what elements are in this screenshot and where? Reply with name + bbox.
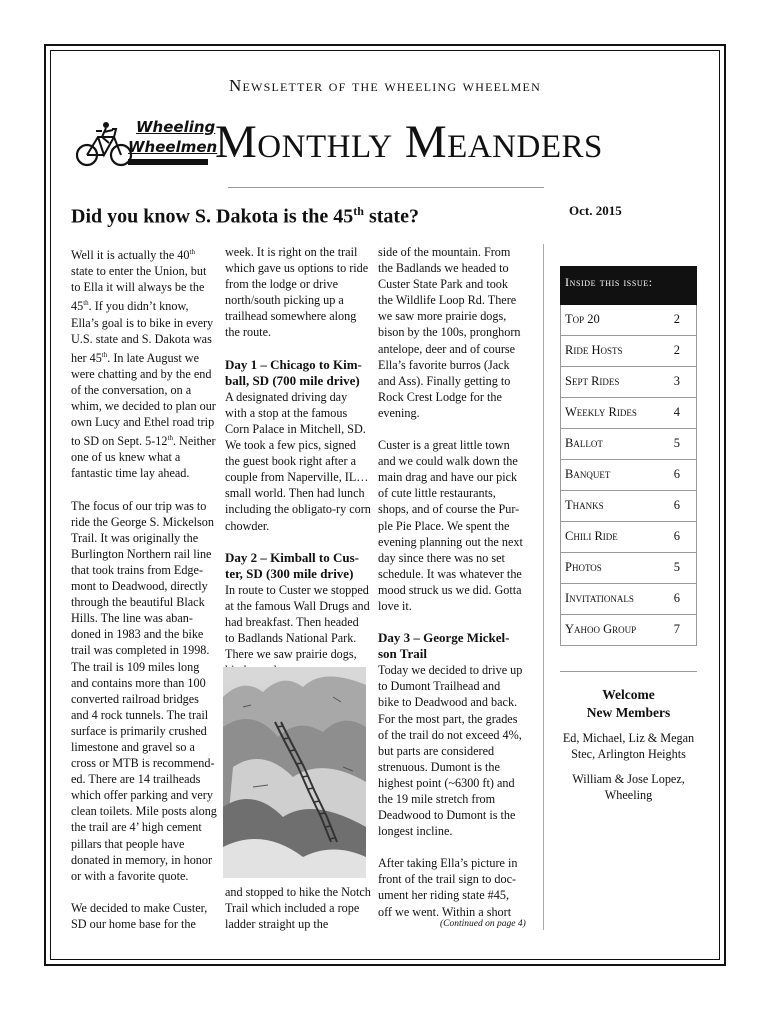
toc-item[interactable]: Invitationals 6	[560, 584, 697, 615]
toc-item[interactable]: Top 20 2	[560, 305, 697, 336]
article-column-1	[71, 244, 217, 948]
newsletter-subtitle: Newsletter of the wheeling wheelmen	[229, 76, 541, 95]
toc-item[interactable]: Chili Ride 6	[560, 522, 697, 553]
toc-item[interactable]: Thanks 6	[560, 491, 697, 522]
toc-item[interactable]: Sept Rides 3	[560, 367, 697, 398]
toc-heading: Inside this issue:	[560, 266, 697, 305]
section-heading-day2: Day 2 – Kimball to Cus-ter, SD (300 mile drive)	[225, 549, 359, 581]
member-entry: William & Jose Lopez, Wheeling	[572, 772, 685, 802]
masthead-title: Monthly Meanders	[215, 116, 603, 168]
member-entry: Ed, Michael, Liz & Megan Stec, Arlington Heights	[562, 731, 695, 761]
article-paragraph: After taking Ella’s picture in front of the trail sign to doc-ument her riding state #45, off we went. Within a short	[378, 856, 518, 919]
article-column-2	[225, 244, 371, 694]
article-paragraph: Today we decided to drive up to Dumont Trailhead and bike to Deadwood and back. For the most part, the grades of the trail do not exceed 4%, but parts are considered strenuous. Dumont is the highest point (~6300 ft) and the 19 mile stretch from Deadwood to Dumont is the longest incline.	[378, 663, 523, 839]
article-paragraph: week. It is right on the trail which gave us options to ride from the lodge or drive north/south picking up a trailhead somewhere along the route.	[225, 245, 369, 340]
notch-trail-photo	[223, 667, 366, 878]
article-headline: Did you know S. Dakota is the 45th state?	[71, 204, 419, 228]
article-paragraph: In route to Custer we stopped at the famous Wall Drugs and had breakfast. Then headed to Badlands National Park. There we saw prairie dogs,	[225, 582, 370, 662]
welcome-heading: Welcome New Members	[586, 687, 671, 720]
toc-item[interactable]: Photos 5	[560, 553, 697, 584]
logo-text-wheelmen: Wheelmen	[128, 138, 218, 156]
article-paragraph: and stopped to hike the Notch Trail which included a rope ladder straight up the	[225, 885, 371, 932]
toc-item[interactable]: Weekly Rides 4	[560, 398, 697, 429]
article-paragraph: side of the mountain. From the Badlands we headed to Custer State Park and took the Wildlife Loop Rd. There we saw more prairie dogs, bison by the 100s, pronghorn antelope, deer and of course Ella’s favorite burros (Jack and Ass). Finally getting to Rock Crest Lodge for the evening.	[378, 245, 521, 420]
section-heading-day1: Day 1 – Chicago to Kim-ball, SD (700 mile drive)	[225, 356, 362, 388]
sidebar-divider	[543, 244, 544, 930]
article-paragraph: Well it is actually the 40th state to enter the Union, but to Ella it will always be the 45th. If you didn’t know, Ella’s goal is to bike in every U.S. state and S. Dakota was her 45th. In late August we were chatting and by the end of the conversation, on a whim, we decided to plan our own Lucy and Ethel road trip to SD on Sept. 5-12th. Neither one of us knew what a fantastic time lay ahead.	[71, 248, 216, 481]
bicycle-icon	[76, 121, 134, 169]
logo-underline-bar	[128, 159, 208, 165]
article-paragraph: The focus of our trip was to ride the George S. Mickelson Trail. It was originally the Burlington Northern rail line that took trains from Edge-mont to Deadwood, directly through the beautiful Black Hills. The line was aban-doned in 1983 and the bike trail was completed in 1998. The trail is 109 miles long and contains more than 100 converted railroad bridges and 4 rock tunnels. The trail surface is primarily crushed limestone and gravel so a cross or MTB is recommend-ed. There are 14 trailheads which offer parking and very clean toilets. Mile posts along the trail are 4’ high cement pillars that people have donated in memory, in honor or with a favorite quote.	[71, 498, 217, 883]
section-heading-day3: Day 3 – George Mickel-son Trail	[378, 630, 510, 662]
issue-date: Oct. 2015	[569, 203, 622, 218]
toc-item[interactable]: Ballot 5	[560, 429, 697, 460]
toc-item[interactable]: Yahoo Group 7	[560, 615, 697, 646]
sidebar-rule	[560, 671, 697, 672]
inside-this-issue-table	[560, 266, 697, 646]
masthead-rule	[228, 187, 544, 188]
article-paragraph: A designated driving day with a stop at the famous Corn Palace in Mitchell, SD. We took a few pics, signed the guest book right after a couple from Naperville, IL…small world. Then had lunch including the obligato-ry corn chowder.	[225, 389, 371, 533]
continued-note: (Continued on page 4)	[440, 919, 526, 929]
toc-item[interactable]: Banquet 6	[560, 460, 697, 491]
logo-text-wheeling: Wheeling	[136, 118, 216, 136]
article-paragraph: Custer is a great little town and we could walk down the main drag and have our pick of cute little restaurants, shops, and of course the Pur-ple Pie Place. We spent the evening planning out the next day since there was no set schedule. It was whatever the mood struck us we did. Gotta love it.	[378, 438, 523, 613]
club-logo	[76, 117, 218, 171]
new-members-list	[560, 730, 697, 812]
article-paragraph: We decided to make Custer, SD our home base for the	[71, 900, 208, 931]
article-column-3	[378, 244, 524, 936]
toc-item[interactable]: Ride Hosts 2	[560, 336, 697, 367]
